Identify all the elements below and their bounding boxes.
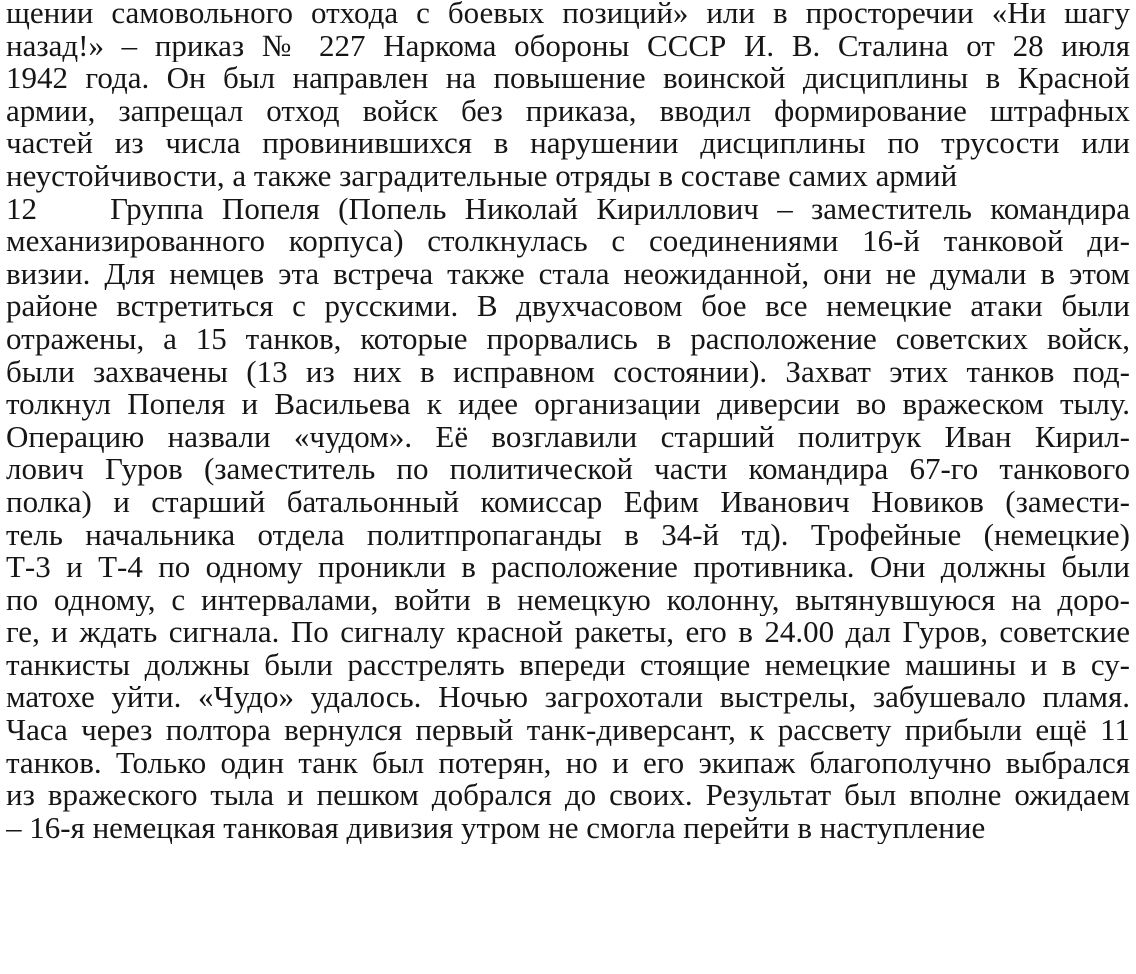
text-line: были захвачены (13 из них в исправном состоянии). Захват этих танков под- [6,355,1130,389]
text-line: районе встретиться с русскими. В двухчасовом бое все немецкие атаки были [6,290,1130,323]
text-line: толкнул Попеля и Васильева к идее организации диверсии во вражеском тылу. [6,388,1130,421]
document-page [6,0,1130,844]
text-line: 1942 года. Он был направлен на повышение воинской дисциплины в Красной [6,62,1130,95]
text-line: полка) и старший батальонный комиссар Ефим Иванович Новиков (замести- [6,485,1130,519]
text-line: назад!» – приказ № 227 Наркома обороны СССР И. В. Сталина от 28 июля [6,29,1130,63]
text-line: неустойчивости, а также заградительные отряды в составе самих армий [6,159,958,193]
text-line: – 16-я немецкая танковая дивизия утром не смогла перейти в наступление [6,811,986,845]
text-line: танков. Только один танк был потерян, но и его экипаж благополучно выбрался [6,746,1130,780]
text-line: Т-3 и Т-4 по одному проникли в расположение противника. Они должны были [6,551,1130,584]
text-line: отражены, а 15 танков, которые прорвались в расположение советских войск, [6,322,1130,356]
text-line: по одному, с интервалами, войти в немецкую колонну, вытянувшуюся на доро- [6,583,1130,617]
text-line: армии, запрещал отход войск без приказа, вводил формирование штрафных [6,94,1130,128]
text-line: щении самовольного отхода с боевых позиций» или в просторечии «Ни шагу [6,0,1130,30]
text-line: из вражеского тыла и пешком добрался до своих. Результат был вполне ожидаем [6,779,1130,812]
text-line: Часа через полтора вернулся первый танк-диверсант, к рассвету прибыли ещё 11 [6,714,1130,747]
text-line: механизированного корпуса) столкнулась с соединениями 16-й танковой ди- [6,225,1130,258]
text-line: тель начальника отдела политпропаганды в 34-й тд). Трофейные (немецкие) [6,518,1130,552]
text-line: лович Гуров (заместитель по политической части командира 67-го танкового [6,453,1130,486]
text-line: танкисты должны были расстрелять впереди стоящие немецкие машины и в су- [6,648,1130,682]
footnote-line: 12 Группа Попеля (Попель Николай Кириллович – заместитель командира [6,192,1130,226]
text-line: Операцию назвали «чудом». Её возглавили старший политрук Иван Кирил- [6,420,1130,454]
text-line: ге, и ждать сигнала. По сигналу красной ракеты, его в 24.00 дал Гуров, советские [6,616,1130,649]
text-line: визии. Для немцев эта встреча также стала неожиданной, они не думали в этом [6,257,1130,291]
text-line: частей из числа провинившихся в нарушении дисциплины по трусости или [6,127,1130,160]
text-line: матохе уйти. «Чудо» удалось. Ночью загрохотали выстрелы, забушевало пламя. [6,681,1130,715]
